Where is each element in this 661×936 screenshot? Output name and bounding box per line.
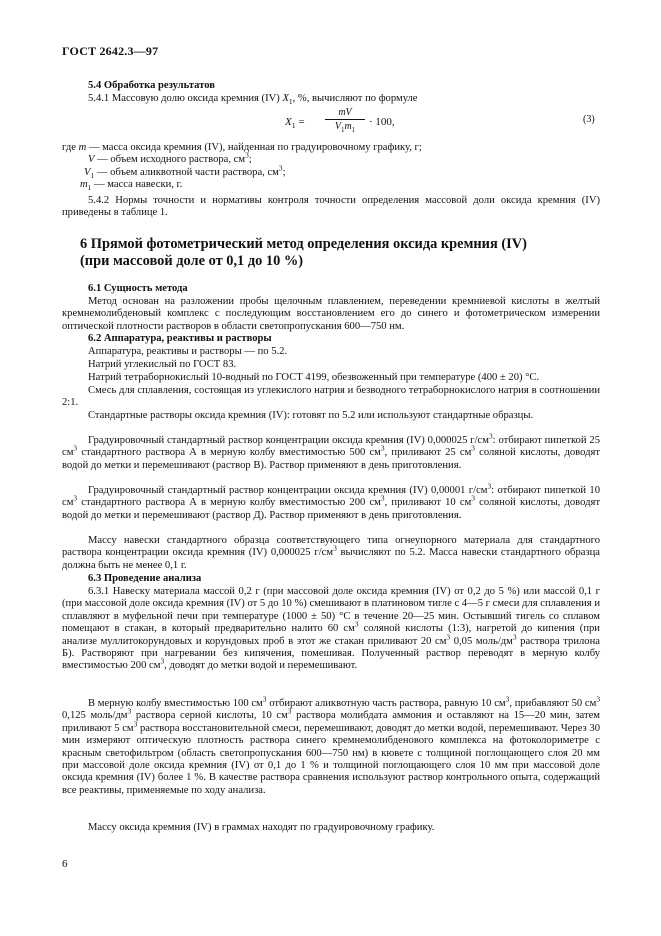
paragraph-6-2-solution-d: Градуировочный стандартный раствор концентрации оксида кремния (IV) 0,00001 $г/см^3$: отбирают пипеткой 10 $см^3$ стандартного раствора А в мерную колбу вместимостью 200 $см^3$, приливают 10 $см^3$ соляной кислоты, доводят водой до метки и перемешивают (раствор Д). Раствор применяют в день приготовления. bbox=[62, 481, 600, 521]
definition-item: V — объем исходного раствора, $см^3$; bbox=[88, 150, 252, 166]
paragraph-6-2-sample-mass: Массу навески стандартного образца соответствующего типа огнеупорного материала для стандартного раствора концентрации оксида кремния (IV) 0,000025 $г/см^3$ вычисляют по 5.2. Масса навески стандартного образца должна быть не менее 0,1 г. bbox=[62, 535, 601, 571]
paragraph-5-4-2: 5.4.2 Нормы точности и нормативы контроля точности определения массовой доли оксида кремния (IV) приведены в таблице 1. bbox=[62, 195, 600, 219]
paragraph-6-2-apparatus: Аппаратура, реактивы и растворы — по 5.2. bbox=[88, 346, 288, 357]
definition-item: $m_1$ — масса навески, г. bbox=[80, 179, 183, 193]
paragraph-6-2-standard-solutions: Стандартные растворы оксида кремния (IV): готовят по 5.2 или используют стандартные образцы. bbox=[88, 410, 534, 421]
paragraph-6-3-3: Массу оксида кремния (IV) в граммах находят по градуировочному графику. bbox=[88, 822, 435, 833]
symbol-definitions bbox=[62, 142, 422, 192]
definition-item: $V_1$ — объем аликвотной части раствора, $см^3$; bbox=[84, 163, 286, 180]
paragraph-6-2-sodium-carbonate: Натрий углекислый по ГОСТ 83. bbox=[88, 359, 237, 370]
paragraph-5-4-1: 5.4.1 Массовую долю оксида кремния (IV) $X_1$, %, вычисляют по формуле bbox=[88, 93, 418, 107]
page-number: 6 bbox=[62, 858, 68, 870]
definition-item: где m — масса оксида кремния (IV), найденная по градуировочному графику, г; bbox=[62, 142, 422, 153]
document-page: ГОСТ 2642.3—97 5.4 Обработка результатов 5.4.1 Массовую долю оксида кремния (IV) $X_1$, %, вычисляют по формуле $X_1$ = $\frac{mV}{V_1m_1}$ · 100, (3) где m — масса оксида кремния (IV), найденная по градуировочному графику, г; V — объем исходного раствора, $см^3$; $V_1$ — объем аликвотной части раствора, $см^3$; $m_1$ — масса навески, г. 5.4.2 Нормы точности и нормативы контроля точности определения массовой доли оксида кремния (IV) приведены в таблице 1. 6 Прямой фотометрический метод определения оксида кремния (IV) (при массовой доле от 0,1 до 10 %) 6.1 Сущность метода Метод основан на разложении пробы щелочным плавлением, переведении кремниевой кислоты в желтый кремнемолибденовый комплекс с последующим восстановлением его до синего и фотометрическом измерении оптической плотности растворов в области светопропускания 600—750 нм. 6.2 Аппаратура, реактивы и растворы Аппаратура, реактивы и растворы — по 5.2. Натрий углекислый по ГОСТ 83. Натрий тетраборнокислый 10-водный по ГОСТ 4199, обезвоженный при температуре (400 ± 20) °С. Смесь для сплавления, состоящая из углекислого натрия и безводного тетраборнокислого натрия в соотношении 2:1. Стандартные растворы оксида кремния (IV): готовят по 5.2 или используют стандартные образцы. Градуировочный стандартный раствор концентрации оксида кремния (IV) 0,000025 $г/см^3$: отбирают пипеткой 25 $см^3$ стандартного раствора А в мерную колбу вместимостью 500 $см^3$, приливают 25 $см^3$ соляной кислоты, доводят водой до метки и перемешивают (раствор В). Раствор применяют в день приготовления. Градуировочный стандартный раствор концентрации оксида кремния (IV) 0,00001 $г/см^3$: отбирают пипеткой 10 $см^3$ стандартного раствора А в мерную колбу вместимостью 200 $см^3$, приливают 10 $см^3$ соляной кислоты, доводят водой до метки и перемешивают (раствор Д). Раствор применяют в день приготовления. Массу навески стандартного образца соответствующего типа огнеупорного материала для стандартного раствора концентрации оксида кремния (IV) 0,000025 $г/см^3$ вычисляют по 5.2. Масса навески стандартного образца должна быть не менее 0,1 г. 6.3 Проведение анализа 6.3.1 Навеску материала массой 0,2 г (при массовой доле оксида кремния (IV) от 0,2 до 5 %) или массой 0,1 г (при массовой доле оксида кремния (IV) от 5 до 10 %) смешивают в платиновом тигле с 4—5 г смеси для сплавления и сплавляют в муфельной печи при температуре (1000 ± 50) °С в течение 20—25 мин. Остывший тигель со сплавом помещают в стакан, в который предварительно налито 60 $см^3$ соляной кислоты (1:3), нагретой до кипения (при анализе муллитокорундовых и корундовых проб в этот же стакан приливают 20 $см^3$ 0,05 моль/$дм^3$ раствора трилона Б). Растворяют при нагревании без кипячения, помешивая. Полученный раствор переводят в мерную колбу вместимостью 200 $см^3$, доводят до метки водой и перемешивают. В мерную колбу вместимостью 100 $см^3$ отбирают аликвотную часть раствора, равную 10 $см^3$, прибавляют 50 $см^3$ 0,125 моль/$дм^3$ раствора серной кислоты, 10 $см^3$ раствора молибдата аммония и оставляют на 15—20 мин, затем приливают 5 $см^3$ раствора восстановительной смеси, перемешивают, доводят до метки водой, перемешивают. Через 30 мин измеряют оптическую плотность раствора синего кремнемолибденового комплекса на фотоколориметре с красным светофильтром (область светопропускания 600—750 нм) в кювете с толщиной поглощающего слоя 20 мм при массовой доле оксида кремния (IV) от 0,1 до 1 % и толщиной поглощающего слоя 10 мм при массовой доле оксида кремния (IV) более 1 %. В качестве раствора сравнения используют раствор контрольного опыта, содержащий все реактивы, применяемые по ходу анализа. Массу оксида кремния (IV) в граммах находят по градуировочному графику. 6 bbox=[62, 44, 601, 870]
section-5-4-heading: 5.4 Обработка результатов bbox=[88, 80, 215, 91]
formula-fraction: $\frac{mV}{V_1m_1}$ bbox=[325, 107, 365, 132]
formula-number: (3) bbox=[583, 114, 595, 125]
paragraph-6-3-2: В мерную колбу вместимостью 100 $см^3$ отбирают аликвотную часть раствора, равную 10 $см^3$, прибавляют 50 $см^3$ 0,125 моль/$дм^3$ раствора серной кислоты, 10 $см^3$ раствора молибдата аммония и оставляют на 15—20 мин, затем приливают 5 $см^3$ раствора восстановительной смеси, перемешивают, доводят до метки водой, перемешивают. Через 30 мин измеряют оптическую плотность раствора синего кремнемолибденового комплекса на фотоколориметре с красным светофильтром (область светопропускания 600—750 нм) в кювете с толщиной поглощающего слоя 20 мм при массовой доле оксида кремния (IV) от 0,1 до 1 % и толщиной поглощающего слоя 10 мм при массовой доле оксида кремния (IV) более 1 %. В качестве раствора сравнения используют раствор контрольного опыта, содержащий все реактивы, применяемые по ходу анализа. bbox=[62, 694, 601, 796]
standard-header: ГОСТ 2642.3—97 bbox=[62, 44, 159, 58]
section-6-3-heading: 6.3 Проведение анализа bbox=[88, 573, 202, 584]
paragraph-6-3-1: 6.3.1 Навеску материала массой 0,2 г (при массовой доле оксида кремния (IV) от 0,2 до 5 %) или массой 0,1 г (при массовой доле оксида кремния (IV) от 5 до 10 %) смешивают в платиновом тигле с 4—5 г смеси для сплавления и сплавляют в муфельной печи при температуре (1000 ± 50) °С в течение 20—25 мин. Остывший тигель со сплавом помещают в стакан, в который предварительно налито 60 $см^3$ соляной кислоты (1:3), нагретой до кипения (при анализе муллитокорундовых и корундовых проб в этот же стакан приливают 20 $см^3$ 0,05 моль/$дм^3$ раствора трилона Б). Растворяют при нагревании без кипячения, помешивая. Полученный раствор переводят в мерную колбу вместимостью 200 $см^3$, доводят до метки водой и перемешивают. bbox=[62, 586, 600, 672]
section-6-2-heading: 6.2 Аппаратура, реактивы и растворы bbox=[88, 333, 272, 344]
paragraph-6-2-solution-v: Градуировочный стандартный раствор концентрации оксида кремния (IV) 0,000025 $г/см^3$: отбирают пипеткой 25 $см^3$ стандартного раствора А в мерную колбу вместимостью 500 $см^3$, приливают 25 $см^3$ соляной кислоты, доводят водой до метки и перемешивают (раствор В). Раствор применяют в день приготовления. bbox=[62, 431, 600, 471]
paragraph-6-1: Метод основан на разложении пробы щелочным плавлением, переведении кремниевой кислоты в желтый кремнемолибденовый комплекс с последующим восстановлением его до синего и фотометрическом измерении оптической плотности растворов в области светопропускания 600—750 нм. bbox=[62, 296, 600, 332]
section-6-title: 6 Прямой фотометрический метод определения оксида кремния (IV) (при массовой доле от 0,1 до 10 %) bbox=[80, 236, 527, 269]
section-6-1-heading: 6.1 Сущность метода bbox=[88, 283, 188, 294]
paragraph-6-2-fusion-mixture: Смесь для сплавления, состоящая из углекислого натрия и безводного тетраборнокислого натрия в соотношении 2:1. bbox=[62, 385, 600, 409]
paragraph-6-2-borax: Натрий тетраборнокислый 10-водный по ГОСТ 4199, обезвоженный при температуре (400 ± 20) °С. bbox=[88, 372, 540, 383]
